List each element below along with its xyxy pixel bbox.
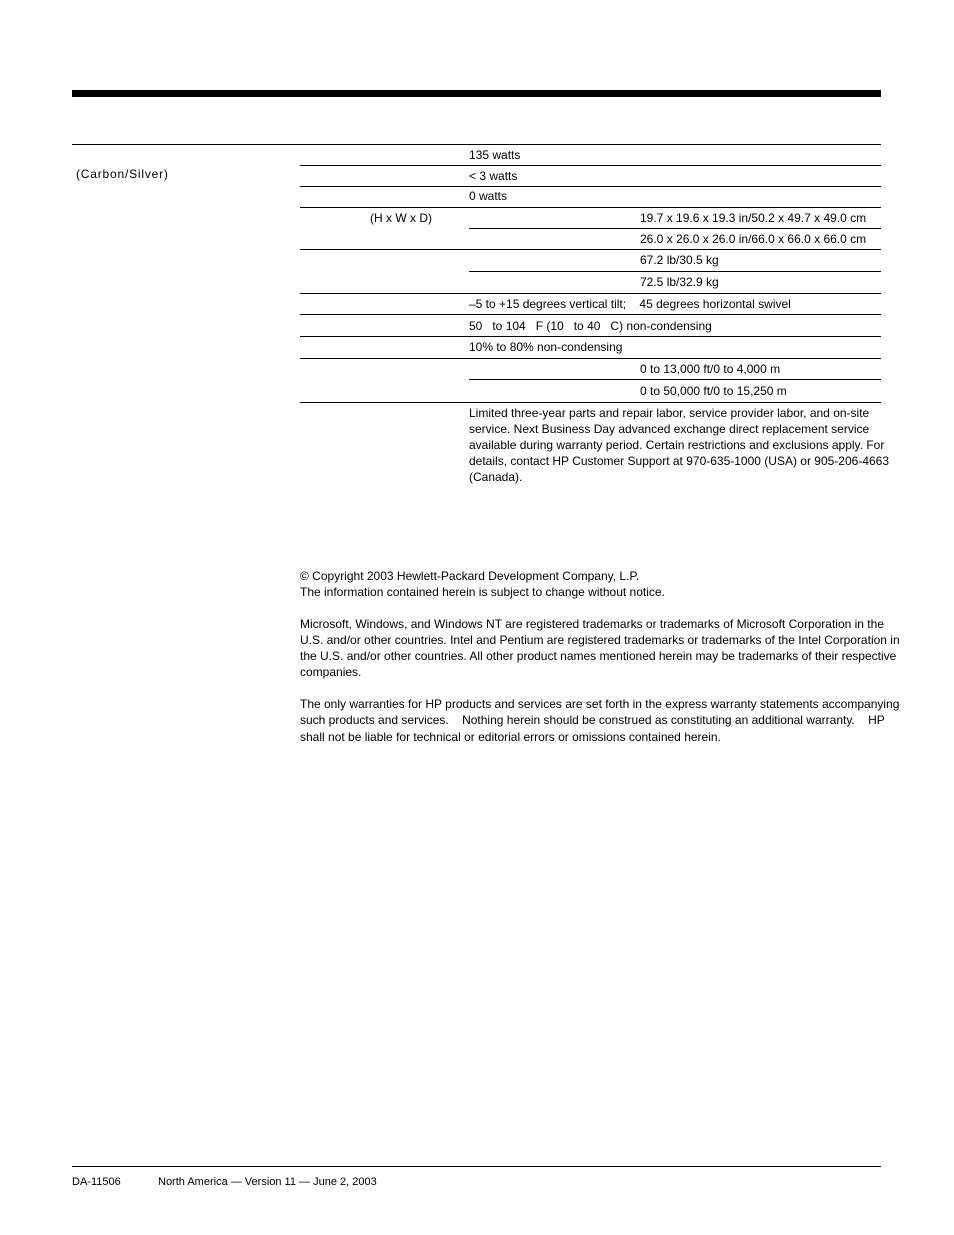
table-row-divider (300, 314, 881, 315)
table-row-divider (300, 186, 881, 187)
trademarks-line: Microsoft, Windows, and Windows NT are registered trademarks or trademarks of Microsoft Corporation in the (300, 617, 884, 631)
trademarks-line: the U.S. and/or other countries. All other product names mentioned herein may be trademarks of their respective (300, 649, 897, 663)
copyright-line: © Copyright 2003 Hewlett-Packard Development Company, L.P. (300, 569, 640, 583)
table-row-divider (300, 207, 881, 208)
altitude-operating-value: 0 to 13,000 ft/0 to 4,000 m (640, 362, 781, 376)
disclaimer-line: The only warranties for HP products and services are set forth in the express warranty statements accompanying (300, 697, 900, 711)
warranty-line: Limited three-year parts and repair labor, service provider labor, and on-site (469, 406, 870, 420)
operating-temperature-value: 50 to 104 F (10 to 40 C) non-condensing (469, 319, 712, 333)
warranty-line: service. Next Business Day advanced exchange direct replacement service (469, 422, 870, 436)
warranty-line: details, contact HP Customer Support at 970-635-1000 (USA) or 905-206-4663 (469, 454, 890, 468)
trademarks-line: U.S. and/or other countries. Intel and Pentium are registered trademarks or trademarks of the Intel Corporation in (300, 633, 900, 647)
altitude-nonoperating-value: 0 to 50,000 ft/0 to 15,250 m (640, 384, 787, 398)
humidity-value: 10% to 80% non-condensing (469, 340, 623, 354)
disclaimer-line: such products and services. Nothing herein should be construed as constituting an additional warranty. HP (300, 713, 885, 727)
trademarks-line: companies. (300, 665, 362, 679)
table-subrow-divider (469, 228, 881, 229)
table-subrow-divider (469, 379, 881, 380)
warranty-line: (Canada). (469, 470, 523, 484)
table-row-divider (300, 336, 881, 337)
table-row-divider (300, 165, 881, 166)
table-row-divider (300, 293, 881, 294)
weight-packed-value: 72.5 lb/32.9 kg (640, 275, 719, 289)
section-divider (72, 144, 881, 145)
change-notice: The information contained herein is subject to change without notice. (300, 585, 665, 599)
legal-notice (300, 568, 900, 745)
disclaimer-line: shall not be liable for technical or editorial errors or omissions contained herein. (300, 730, 721, 744)
warranty-line: available during warranty period. Certain restrictions and exclusions apply. For (469, 438, 885, 452)
footer-divider (72, 1166, 881, 1167)
dimensions-qualifier: (H x W x D) (370, 211, 432, 225)
power-standby-value: < 3 watts (469, 169, 518, 183)
table-subrow-divider (469, 271, 881, 272)
power-off-value: 0 watts (469, 189, 508, 203)
table-row-divider (300, 402, 881, 403)
warranty-value (469, 405, 890, 485)
dimensions-unpacked-value: 19.7 x 19.6 x 19.3 in/50.2 x 49.7 x 49.0 cm (640, 211, 867, 225)
table-row-divider (300, 249, 881, 250)
weight-unpacked-value: 67.2 lb/30.5 kg (640, 253, 719, 267)
footer-version: North America — Version 11 — June 2, 2003 (158, 1176, 377, 1188)
footer-doc-id: DA-11506 (72, 1176, 121, 1188)
tilt-swivel-value: –5 to +15 degrees vertical tilt; 45 degrees horizontal swivel (469, 297, 791, 311)
table-row-divider (300, 358, 881, 359)
color-variant-label: (Carbon/Silver) (76, 167, 169, 181)
header-bar (72, 90, 881, 97)
dimensions-packed-value: 26.0 x 26.0 x 26.0 in/66.0 x 66.0 x 66.0 cm (640, 232, 867, 246)
power-on-value: 135 watts (469, 148, 521, 162)
